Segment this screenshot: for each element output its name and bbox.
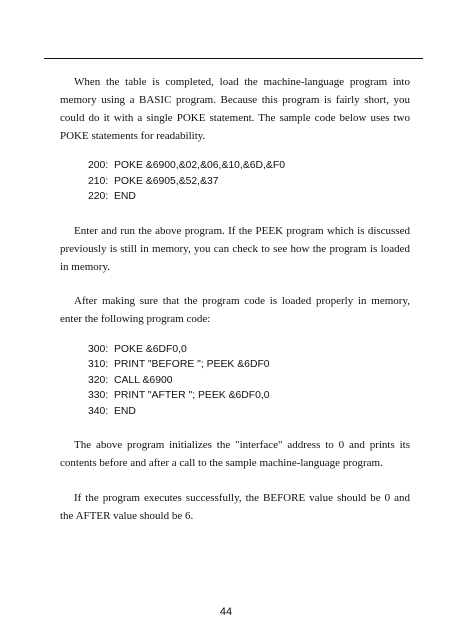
code-line: 310: PRINT "BEFORE "; PEEK &6DF0 xyxy=(88,359,270,370)
code-line: 330: PRINT "AFTER "; PEEK &6DF0,0 xyxy=(88,390,270,401)
code-block-test xyxy=(60,342,410,420)
paragraph-run-program: Enter and run the above program. If the PEEK program which is discussed previously is still in memory, you can check to see how the program is loaded in memory. xyxy=(60,224,410,273)
code-line: 340: END xyxy=(88,405,136,417)
code-line: 220: END xyxy=(88,191,136,202)
paragraph-expected-result: If the program executes successfully, the BEFORE value should be 0 and the AFTER value should be 6. xyxy=(60,492,410,522)
header-rule xyxy=(44,58,423,59)
code-line: 300: POKE &6DF0,0 xyxy=(88,343,187,355)
paragraph-program-explanation: The above program initializes the "interface" address to 0 and prints its contents before and after a call to the sample machine-language program. xyxy=(60,439,410,469)
code-line: 200: POKE &6900,&02,&06,&10,&6D,&F0 xyxy=(88,160,285,171)
code-line: 210: POKE &6905,&52,&37 xyxy=(88,175,219,187)
paragraph-load-program: When the table is completed, load the machine-language program into memory using a BASIC program. Because this program is fairly short, you could do it with a single POKE statement. The sample code below uses two POKE statements for readability. xyxy=(60,76,410,142)
paragraph-enter-code: After making sure that the program code is loaded properly in memory, enter the following program code: xyxy=(60,294,410,325)
code-line: 320: CALL &6900 xyxy=(88,374,173,386)
code-block-poke xyxy=(60,158,410,205)
page-body xyxy=(60,73,410,525)
page-number: 44 xyxy=(219,606,233,618)
